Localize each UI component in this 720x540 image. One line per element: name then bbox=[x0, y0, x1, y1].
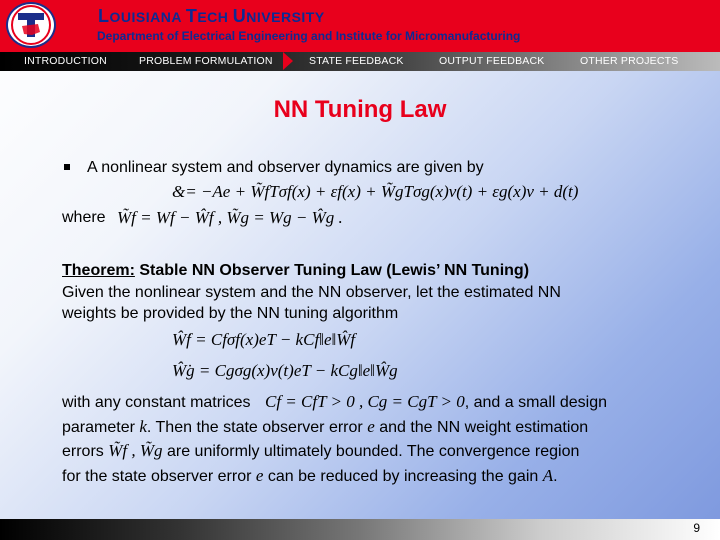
param-k: k bbox=[139, 417, 147, 436]
footer-bar bbox=[0, 519, 720, 540]
where-label: where bbox=[62, 209, 106, 226]
header-bar bbox=[0, 0, 720, 52]
error-e-2: e bbox=[255, 466, 264, 485]
line6-text-b: can be reduced by increasing the gain bbox=[267, 468, 539, 485]
bullet-text: A nonlinear system and observer dynamics are given by bbox=[87, 159, 484, 176]
university-title: LOUISIANA TECH UNIVERSITY bbox=[98, 6, 325, 26]
nav-introduction[interactable]: INTRODUCTION bbox=[24, 55, 107, 67]
line3-text-b: , and a small design bbox=[464, 394, 608, 411]
theorem-line-3 bbox=[62, 392, 607, 412]
nav-other-projects[interactable]: OTHER PROJECTS bbox=[580, 55, 679, 67]
theorem-title: Stable NN Observer Tuning Law (Lewis’ NN Tuning) bbox=[139, 262, 530, 279]
gain-a: A bbox=[542, 466, 554, 485]
theorem-line-2: weights be provided by the NN tuning algorithm bbox=[62, 305, 399, 322]
line4-text-b: . Then the state observer error bbox=[146, 419, 363, 436]
dynamics-equation: &= −Ae + W̃fTσf(x) + εf(x) + W̃gTσg(x)v(t) + εg(x)v + d(t) bbox=[172, 182, 579, 201]
line5-text-a: errors bbox=[62, 443, 104, 460]
nav-state-feedback[interactable]: STATE FEEDBACK bbox=[309, 55, 404, 67]
line4-text-c: and the NN weight estimation bbox=[379, 419, 589, 436]
theorem-heading bbox=[62, 262, 529, 280]
matrix-conditions: Cf = CfT > 0 , Cg = CgT > 0 bbox=[264, 392, 465, 411]
bullet-icon bbox=[64, 164, 70, 170]
page-number: 9 bbox=[693, 521, 700, 535]
department-name: Department of Electrical Engineering and Institute for Micromanufacturing bbox=[97, 29, 521, 43]
theorem-label: Theorem: bbox=[62, 262, 135, 279]
line6-text-a: for the state observer error bbox=[62, 468, 252, 485]
slide-title: NN Tuning Law bbox=[273, 96, 447, 123]
weight-errors: W̃f , W̃g bbox=[108, 441, 163, 460]
theorem-line-5 bbox=[62, 441, 579, 461]
theorem-line-6: for the state observer error e can be reduced by increasing the gain A. bbox=[62, 466, 558, 485]
line5-text-b: are uniformly ultimately bounded. The convergence region bbox=[166, 443, 580, 460]
line4-text-a: parameter bbox=[62, 419, 135, 436]
theorem-line-1: Given the nonlinear system and the NN observer, let the estimated NN bbox=[62, 284, 561, 301]
navigation-bar bbox=[0, 52, 720, 71]
current-section-arrow-icon bbox=[283, 52, 293, 70]
line3-text-a: with any constant matrices bbox=[62, 394, 251, 411]
tuning-law-f: Ŵ̇f = Cfσf(x)eT − kCf‖e‖Ŵf bbox=[172, 330, 356, 349]
university-logo bbox=[6, 2, 56, 48]
tuning-law-g: Ŵ̇g = Cgσg(x)v(t)eT − kCg‖e‖Ŵg bbox=[172, 361, 398, 380]
nav-problem-formulation[interactable]: PROBLEM FORMULATION bbox=[139, 55, 273, 67]
error-e: e bbox=[367, 417, 375, 436]
theorem-line-4 bbox=[62, 417, 588, 437]
nav-output-feedback[interactable]: OUTPUT FEEDBACK bbox=[439, 55, 545, 67]
where-definitions: W̃f = Wf − Ŵf , W̃g = Wg − Ŵg . bbox=[117, 208, 343, 227]
